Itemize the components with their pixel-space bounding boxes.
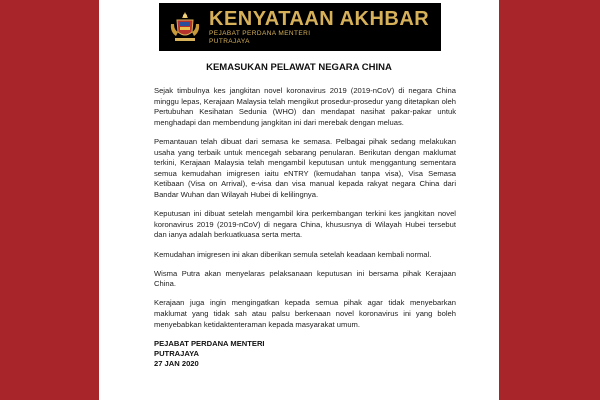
- document-heading: KEMASUKAN PELAWAT NEGARA CHINA: [206, 62, 392, 73]
- paragraph-4: Kemudahan imigresen ini akan diberikan semula setelah keadaan kembali normal.: [154, 249, 432, 259]
- paragraph-5: Wisma Putra akan menyelaras pelaksanaan keputusan ini bersama pihak Kerajaan China.: [154, 268, 456, 289]
- press-release-banner: [159, 3, 441, 51]
- paragraph-2: Pemantauan telah dibuat dari semasa ke semasa. Pelbagai pihak sedang melakukan usaha yang terbaik untuk mencegah sebarang penularan. Berikutan dengan maklumat terkini, Kerajaan Malaysia telah mengambil keputusan untuk menggantung sementara semua kemudahan imigresen iaitu eNTRY (kemudahan tanpa visa), Visa Semasa Ketibaan (Visa on Arrival), e-visa dan visa manual kepada rakyat negara China dari Bandar Wuhan dan Wilayah Hubei di kelilingnya.: [154, 136, 456, 199]
- press-release-page: [99, 0, 499, 400]
- banner-subtitle-city: PUTRAJAYA: [209, 38, 250, 45]
- paragraph-1: Sejak timbulnya kes jangkitan novel koronavirus 2019 (2019-nCoV) di negara China minggu lepas, Kerajaan Malaysia telah mengikut prosedur-prosedur yang ditetapkan oleh Pertubuhan Kesihatan Sedunia (WHO) dan mendapat nasihat pakar-pakar untuk menghadapi dan membendung jangkitan ini dari merebak dengan meluas.: [154, 86, 456, 127]
- signature-office: PEJABAT PERDANA MENTERI: [154, 338, 265, 348]
- signature-block: [154, 339, 456, 369]
- paragraph-6: Kerajaan juga ingin mengingatkan kepada semua pihak agar tidak menyebarkan maklumat yang tidak sah atau palsu berkenaan novel koronavirus ini yang boleh menyebabkan ketidaktenteraman kepada masyarakat umum.: [154, 298, 456, 329]
- signature-city: PUTRAJAYA: [154, 348, 200, 358]
- banner-subtitle-office: PEJABAT PERDANA MENTERI: [209, 30, 311, 37]
- document-body: [154, 86, 456, 369]
- paragraph-3: Keputusan ini dibuat setelah mengambil kira perkembangan terkini kes jangkitan novel koronavirus 2019 (2019-nCoV) di negara China, khususnya di Wilayah Hubei tersebut dan ianya adalah berkuatkuasa serta merta.: [154, 209, 456, 240]
- malaysia-coat-of-arms-icon: [167, 8, 203, 46]
- banner-title: KENYATAAN AKHBAR: [209, 8, 430, 30]
- signature-date: 27 JAN 2020: [154, 358, 199, 368]
